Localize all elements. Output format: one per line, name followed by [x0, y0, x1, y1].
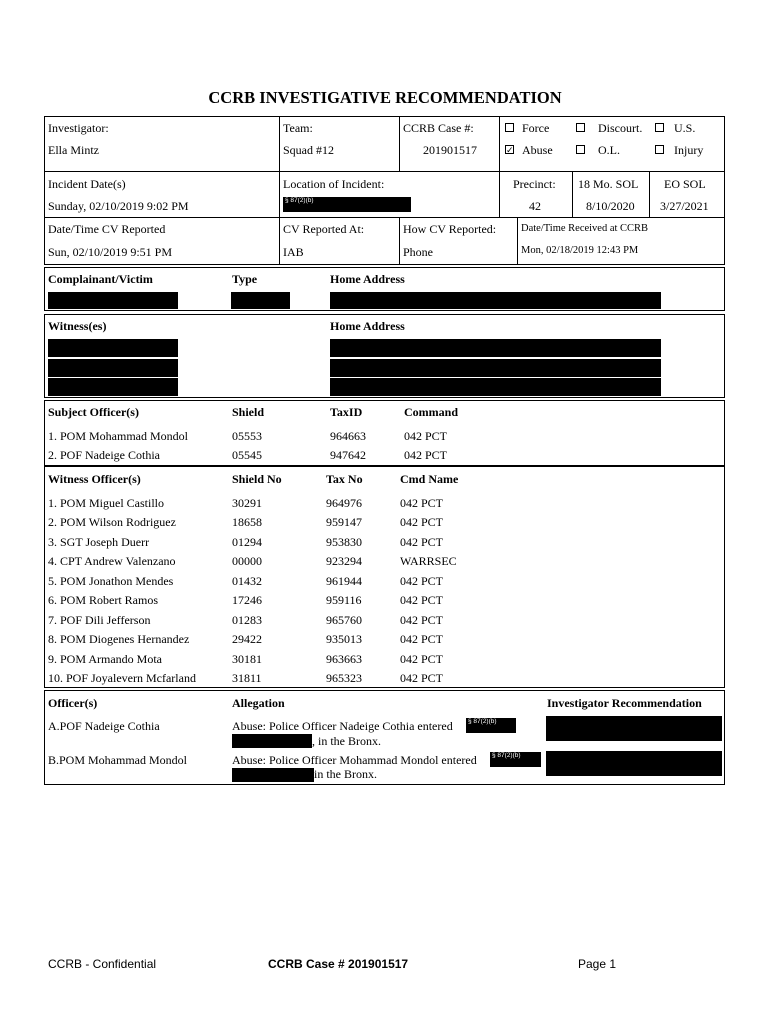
table-cell: 042 PCT — [400, 652, 444, 666]
table-cell: 935013 — [326, 632, 362, 646]
table-cell: 959147 — [326, 515, 362, 529]
table-cell: 4. CPT Andrew Valenzano — [48, 554, 176, 568]
table-cell: 01283 — [232, 613, 262, 627]
witness-officer-header: Witness Officer(s) — [48, 472, 141, 486]
allegation-redaction — [232, 768, 314, 782]
sol18-value: 8/10/2020 — [586, 199, 635, 213]
page-title: CCRB INVESTIGATIVE RECOMMENDATION — [208, 88, 562, 107]
complainant-type-header: Type — [232, 272, 258, 286]
cv-reported-label: Date/Time CV Reported — [48, 222, 166, 236]
investigator-label: Investigator: — [48, 121, 109, 135]
discourtesy-checkbox[interactable] — [576, 123, 585, 132]
table-cell: 30291 — [232, 496, 262, 510]
table-cell: 042 PCT — [400, 535, 444, 549]
table-cell: 042 PCT — [400, 671, 444, 685]
subject-officer-header: Subject Officer(s) — [48, 405, 139, 419]
tax-no-header: Tax No — [326, 472, 363, 486]
received-value: Mon, 02/18/2019 12:43 PM — [521, 245, 639, 256]
complainant-name-redaction — [48, 292, 178, 309]
case-value: 201901517 — [423, 143, 477, 157]
witness-address-header: Home Address — [330, 319, 405, 333]
cmd-name-header: Cmd Name — [400, 472, 459, 486]
team-value: Squad #12 — [283, 143, 334, 157]
table-cell: 01432 — [232, 574, 262, 588]
injury-label: Injury — [674, 143, 704, 157]
table-cell: 31811 — [232, 671, 262, 685]
officer-header: Officer(s) — [48, 696, 98, 710]
table-cell: 042 PCT — [404, 448, 448, 462]
table-cell: 3. SGT Joseph Duerr — [48, 535, 150, 549]
us-checkbox[interactable] — [655, 123, 664, 132]
recommendation-header: Investigator Recommendation — [547, 696, 702, 710]
recommendation-redaction — [546, 716, 722, 741]
complainant-address-header: Home Address — [330, 272, 405, 286]
allegation-redaction — [232, 734, 312, 748]
precinct-value: 42 — [529, 199, 541, 213]
table-cell: 2. POM Wilson Rodriguez — [48, 515, 176, 529]
sol18-label: 18 Mo. SOL — [578, 177, 639, 191]
abuse-checkbox[interactable]: ✓ — [506, 145, 514, 155]
table-cell: 947642 — [330, 448, 366, 462]
table-cell: 964663 — [330, 429, 366, 443]
table-cell: WARRSEC — [400, 554, 457, 568]
eosol-label: EO SOL — [664, 177, 706, 191]
taxid-header: TaxID — [330, 405, 363, 419]
table-cell: 042 PCT — [400, 574, 444, 588]
table-cell: 961944 — [326, 574, 362, 588]
command-header: Command — [404, 405, 459, 419]
table-cell: 9. POM Armando Mota — [48, 652, 162, 666]
table-cell: 29422 — [232, 632, 262, 646]
table-cell: 042 PCT — [400, 496, 444, 510]
footer-case-number: CCRB Case # 201901517 — [268, 957, 409, 971]
table-cell: 042 PCT — [400, 515, 444, 529]
table-cell: 964976 — [326, 496, 362, 510]
witness-name-redaction — [48, 359, 178, 377]
table-cell: 042 PCT — [400, 613, 444, 627]
abuse-label: Abuse — [522, 143, 553, 157]
witness-address-redaction — [330, 359, 661, 377]
table-cell: 2. POF Nadeige Cothia — [48, 448, 160, 462]
table-cell: 923294 — [326, 554, 362, 568]
allegation-redaction: § 87(2)(b) — [466, 718, 516, 733]
allegation-text: Abuse: Police Officer Nadeige Cothia entered — [232, 719, 453, 733]
table-cell: 17246 — [232, 593, 262, 607]
complainant-type-redaction — [231, 292, 290, 309]
table-cell: 959116 — [326, 593, 362, 607]
received-label: Date/Time Received at CCRB — [521, 223, 649, 234]
discourtesy-label: Discourt. — [598, 121, 643, 135]
force-label: Force — [522, 121, 550, 135]
table-cell: 1. POM Miguel Castillo — [48, 496, 165, 510]
precinct-label: Precinct: — [513, 177, 556, 191]
incident-date-label: Incident Date(s) — [48, 177, 126, 191]
allegation-header: Allegation — [232, 696, 285, 710]
complainant-address-redaction — [330, 292, 661, 309]
recommendation-redaction — [546, 751, 722, 776]
witness-address-redaction — [330, 378, 661, 396]
witness-name-redaction — [48, 339, 178, 357]
ol-checkbox[interactable] — [576, 145, 585, 154]
eosol-value: 3/27/2021 — [660, 199, 709, 213]
table-cell: 042 PCT — [404, 429, 448, 443]
shield-header: Shield — [232, 405, 265, 419]
allegation-text-cont: , in the Bronx. — [312, 734, 381, 748]
witness-name-redaction — [48, 378, 178, 396]
us-label: U.S. — [674, 121, 696, 135]
witness-address-redaction — [330, 339, 661, 357]
table-cell: 965760 — [326, 613, 362, 627]
table-cell: 05545 — [232, 448, 262, 462]
footer-confidential: CCRB - Confidential — [48, 957, 157, 971]
footer-page-number: Page 1 — [578, 957, 617, 971]
injury-checkbox[interactable] — [655, 145, 664, 154]
investigator-value: Ella Mintz — [48, 143, 99, 157]
table-cell: 30181 — [232, 652, 262, 666]
location-redaction: § 87(2)(b) — [283, 197, 411, 212]
table-cell: 05553 — [232, 429, 262, 443]
force-checkbox[interactable] — [505, 123, 514, 132]
table-cell: 042 PCT — [400, 593, 444, 607]
cv-reported-at-value: IAB — [283, 245, 304, 259]
ol-label: O.L. — [598, 143, 620, 157]
allegation-text: Abuse: Police Officer Mohammad Mondol entered — [232, 753, 477, 767]
table-cell: 953830 — [326, 535, 362, 549]
allegation-officer: A.POF Nadeige Cothia — [48, 719, 160, 733]
allegation-text-cont: in the Bronx. — [314, 767, 377, 781]
table-cell: 6. POM Robert Ramos — [48, 593, 159, 607]
complainant-header: Complainant/Victim — [48, 272, 153, 286]
table-cell: 042 PCT — [400, 632, 444, 646]
table-cell: 8. POM Diogenes Hernandez — [48, 632, 190, 646]
table-cell: 1. POM Mohammad Mondol — [48, 429, 189, 443]
allegation-officer: B.POM Mohammad Mondol — [48, 753, 188, 767]
witness-header: Witness(es) — [48, 319, 107, 333]
how-reported-value: Phone — [403, 245, 433, 259]
case-label: CCRB Case #: — [403, 121, 474, 135]
cv-reported-value: Sun, 02/10/2019 9:51 PM — [48, 245, 173, 259]
table-cell: 10. POF Joyalevern Mcfarland — [48, 671, 196, 685]
how-reported-label: How CV Reported: — [403, 222, 497, 236]
table-cell: 963663 — [326, 652, 362, 666]
cv-reported-at-label: CV Reported At: — [283, 222, 365, 236]
table-cell: 00000 — [232, 554, 262, 568]
table-cell: 01294 — [232, 535, 262, 549]
table-cell: 5. POM Jonathon Mendes — [48, 574, 174, 588]
shield-no-header: Shield No — [232, 472, 282, 486]
allegation-redaction: § 87(2)(b) — [490, 752, 541, 767]
table-cell: 7. POF Dili Jefferson — [48, 613, 151, 627]
location-label: Location of Incident: — [283, 177, 385, 191]
team-label: Team: — [283, 121, 313, 135]
incident-date-value: Sunday, 02/10/2019 9:02 PM — [48, 199, 189, 213]
table-cell: 18658 — [232, 515, 262, 529]
table-cell: 965323 — [326, 671, 362, 685]
